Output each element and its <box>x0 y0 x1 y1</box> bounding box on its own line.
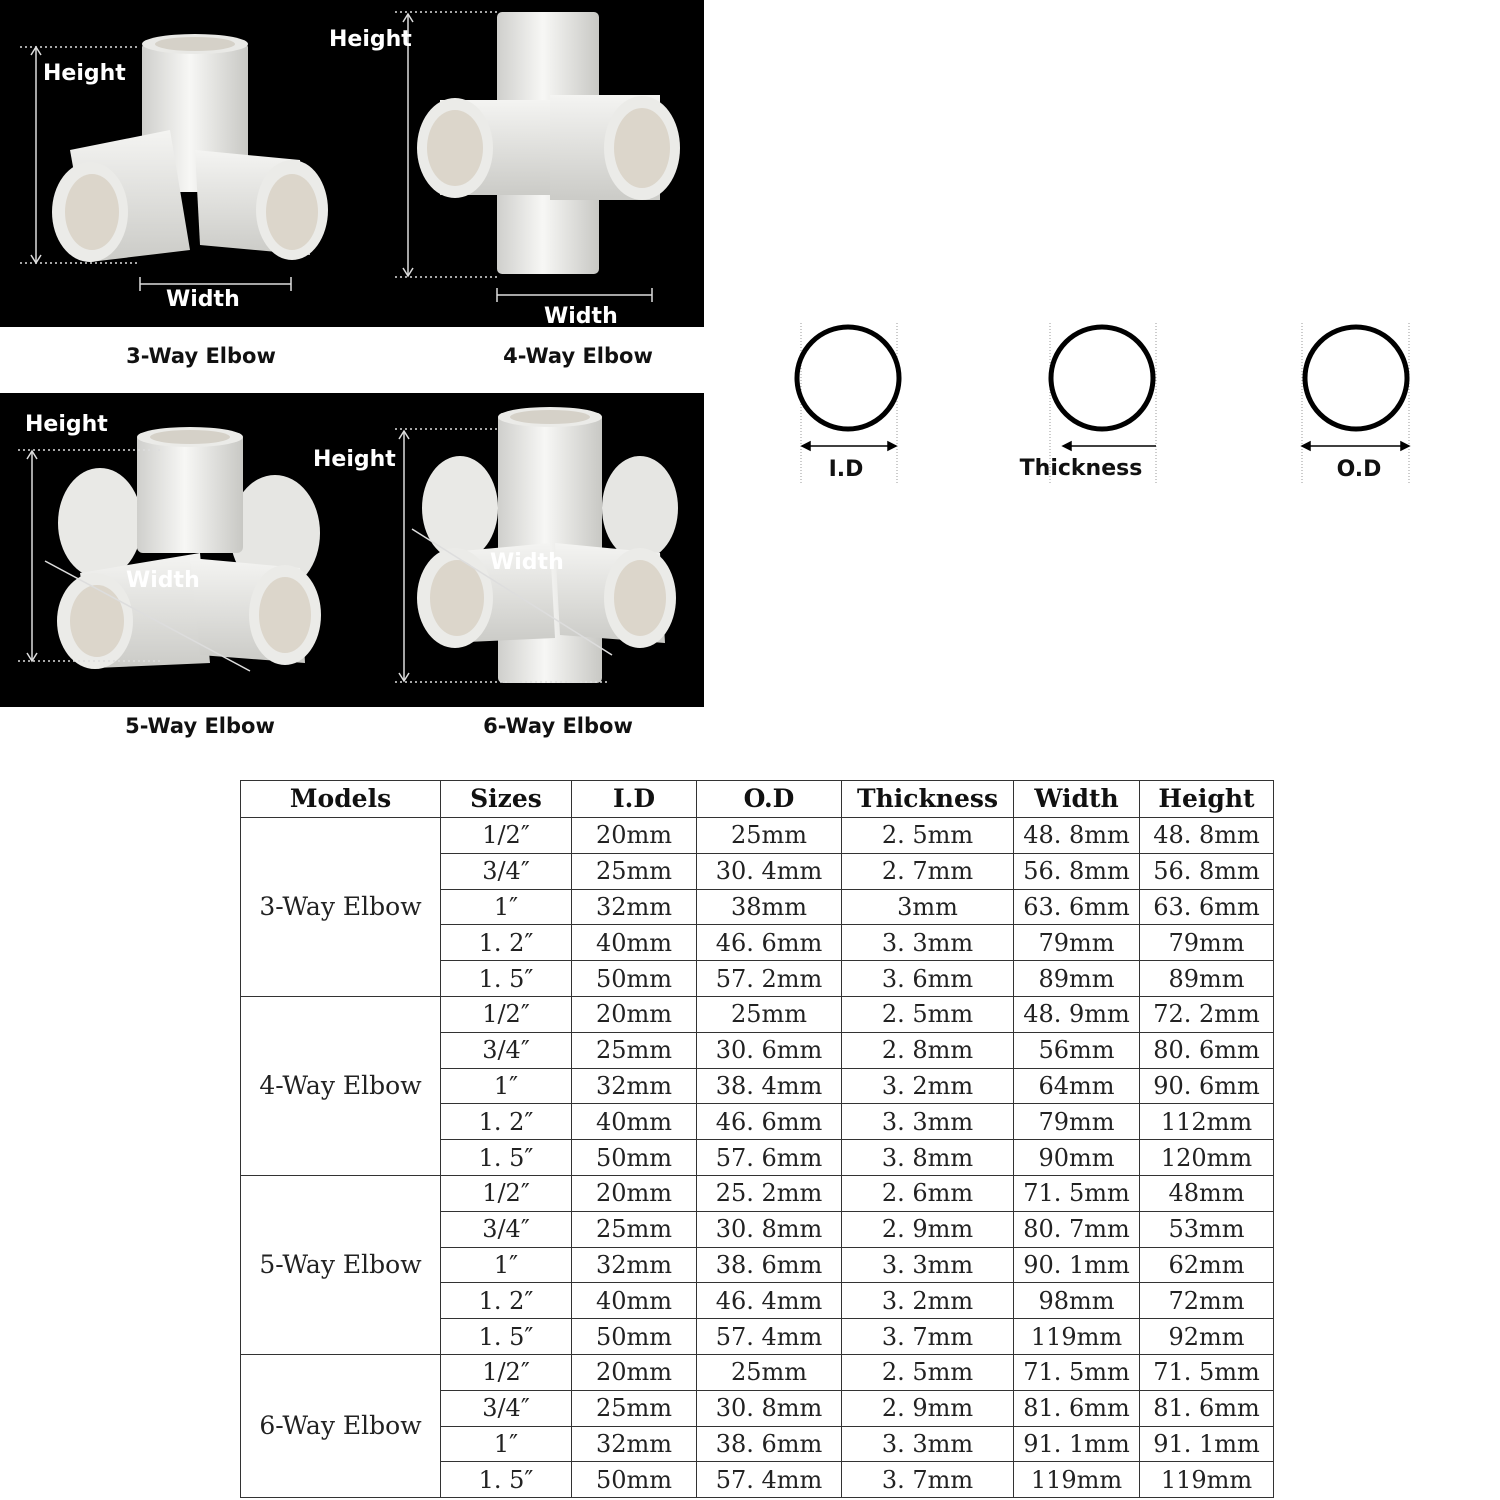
table-cell: 1/2″ <box>441 1175 572 1211</box>
column-header: Width <box>1014 781 1140 818</box>
table-cell: 57. 2mm <box>697 961 842 997</box>
width-label: Width <box>166 287 240 312</box>
table-cell: 48. 8mm <box>1140 818 1274 854</box>
table-row <box>241 996 1274 1032</box>
table-cell: 3. 6mm <box>842 961 1014 997</box>
table-cell: 48. 9mm <box>1014 996 1140 1032</box>
column-header: Height <box>1140 781 1274 818</box>
table-cell: 72mm <box>1140 1283 1274 1319</box>
table-cell: 3/4″ <box>441 853 572 889</box>
table-cell: 30. 8mm <box>697 1211 842 1247</box>
outer-diameter-ring <box>1305 327 1407 429</box>
table-cell: 1. 5″ <box>441 1462 572 1498</box>
table-cell: 50mm <box>572 1319 697 1355</box>
caption-3-way: 3-Way Elbow <box>126 344 276 368</box>
table-cell: 1. 2″ <box>441 925 572 961</box>
table-cell: 2. 9mm <box>842 1390 1014 1426</box>
six-way-elbow-image <box>417 407 678 683</box>
table-cell: 32mm <box>572 1247 697 1283</box>
table-cell: 3mm <box>842 889 1014 925</box>
model-cell: 4-Way Elbow <box>241 996 441 1175</box>
table-cell: 30. 6mm <box>697 1032 842 1068</box>
spec-table <box>240 780 1274 1498</box>
table-cell: 90mm <box>1014 1140 1140 1176</box>
table-cell: 72. 2mm <box>1140 996 1274 1032</box>
table-cell: 119mm <box>1140 1462 1274 1498</box>
table-cell: 38. 4mm <box>697 1068 842 1104</box>
table-cell: 2. 6mm <box>842 1175 1014 1211</box>
photo-panel-bottom <box>0 393 704 707</box>
height-label: Height <box>25 412 108 437</box>
table-cell: 3. 2mm <box>842 1283 1014 1319</box>
table-cell: 38. 6mm <box>697 1426 842 1462</box>
table-cell: 62mm <box>1140 1247 1274 1283</box>
table-cell: 80. 6mm <box>1140 1032 1274 1068</box>
table-cell: 1. 2″ <box>441 1283 572 1319</box>
table-cell: 81. 6mm <box>1140 1390 1274 1426</box>
table-cell: 2. 5mm <box>842 1354 1014 1390</box>
table-cell: 119mm <box>1014 1319 1140 1355</box>
table-cell: 30. 8mm <box>697 1390 842 1426</box>
table-cell: 1. 5″ <box>441 1319 572 1355</box>
table-cell: 89mm <box>1140 961 1274 997</box>
table-cell: 56mm <box>1014 1032 1140 1068</box>
table-cell: 1/2″ <box>441 818 572 854</box>
thickness-label: Thickness <box>1019 456 1143 481</box>
table-cell: 25mm <box>697 996 842 1032</box>
table-cell: 2. 7mm <box>842 853 1014 889</box>
table-cell: 25mm <box>572 1390 697 1426</box>
table-cell: 1. 2″ <box>441 1104 572 1140</box>
table-cell: 30. 4mm <box>697 853 842 889</box>
table-cell: 1″ <box>441 889 572 925</box>
table-cell: 25mm <box>697 1354 842 1390</box>
height-label: Height <box>329 27 412 52</box>
table-cell: 3. 3mm <box>842 1426 1014 1462</box>
table-cell: 63. 6mm <box>1014 889 1140 925</box>
table-cell: 1. 5″ <box>441 1140 572 1176</box>
table-cell: 25mm <box>572 1211 697 1247</box>
caption-4-way: 4-Way Elbow <box>503 344 653 368</box>
table-cell: 112mm <box>1140 1104 1274 1140</box>
table-cell: 3. 3mm <box>842 925 1014 961</box>
table-cell: 3. 2mm <box>842 1068 1014 1104</box>
table-cell: 3. 3mm <box>842 1104 1014 1140</box>
table-cell: 79mm <box>1140 925 1274 961</box>
table-cell: 32mm <box>572 1068 697 1104</box>
table-cell: 25. 2mm <box>697 1175 842 1211</box>
table-cell: 79mm <box>1014 925 1140 961</box>
table-cell: 50mm <box>572 961 697 997</box>
table-cell: 3/4″ <box>441 1032 572 1068</box>
outer-diameter-label: O.D <box>1336 457 1382 482</box>
table-cell: 1″ <box>441 1068 572 1104</box>
table-cell: 2. 8mm <box>842 1032 1014 1068</box>
column-header: Thickness <box>842 781 1014 818</box>
table-cell: 50mm <box>572 1462 697 1498</box>
width-label: Width <box>490 550 564 575</box>
table-cell: 1″ <box>441 1247 572 1283</box>
table-cell: 57. 4mm <box>697 1319 842 1355</box>
five-way-elbow-image <box>57 427 321 669</box>
table-row <box>241 1354 1274 1390</box>
table-cell: 64mm <box>1014 1068 1140 1104</box>
model-cell: 6-Way Elbow <box>241 1354 441 1497</box>
table-cell: 90. 6mm <box>1140 1068 1274 1104</box>
table-cell: 40mm <box>572 1104 697 1140</box>
table-row <box>241 1175 1274 1211</box>
table-cell: 32mm <box>572 1426 697 1462</box>
photo-panel-top <box>0 0 704 327</box>
height-label: Height <box>43 61 126 86</box>
table-header-row <box>241 781 1274 818</box>
model-cell: 5-Way Elbow <box>241 1175 441 1354</box>
table-cell: 38. 6mm <box>697 1247 842 1283</box>
table-cell: 71. 5mm <box>1014 1175 1140 1211</box>
table-cell: 1. 5″ <box>441 961 572 997</box>
table-cell: 3/4″ <box>441 1211 572 1247</box>
model-cell: 3-Way Elbow <box>241 818 441 997</box>
table-cell: 91. 1mm <box>1014 1426 1140 1462</box>
table-cell: 98mm <box>1014 1283 1140 1319</box>
table-cell: 20mm <box>572 996 697 1032</box>
table-cell: 20mm <box>572 1175 697 1211</box>
table-cell: 40mm <box>572 925 697 961</box>
four-way-elbow-image <box>417 12 680 274</box>
elbow-illustrations-bottom <box>0 393 704 707</box>
width-label: Width <box>126 568 200 593</box>
table-cell: 40mm <box>572 1283 697 1319</box>
table-cell: 2. 5mm <box>842 818 1014 854</box>
column-header: O.D <box>697 781 842 818</box>
table-cell: 80. 7mm <box>1014 1211 1140 1247</box>
table-cell: 1/2″ <box>441 1354 572 1390</box>
caption-5-way: 5-Way Elbow <box>125 714 275 738</box>
table-cell: 3. 7mm <box>842 1462 1014 1498</box>
table-cell: 32mm <box>572 889 697 925</box>
table-cell: 90. 1mm <box>1014 1247 1140 1283</box>
table-cell: 89mm <box>1014 961 1140 997</box>
column-header: Models <box>241 781 441 818</box>
table-cell: 3. 8mm <box>842 1140 1014 1176</box>
table-cell: 56. 8mm <box>1140 853 1274 889</box>
table-cell: 2. 5mm <box>842 996 1014 1032</box>
table-cell: 63. 6mm <box>1140 889 1274 925</box>
table-cell: 71. 5mm <box>1140 1354 1274 1390</box>
table-cell: 2. 9mm <box>842 1211 1014 1247</box>
column-header: I.D <box>572 781 697 818</box>
table-cell: 25mm <box>572 1032 697 1068</box>
width-label: Width <box>544 304 618 327</box>
table-cell: 119mm <box>1014 1462 1140 1498</box>
table-cell: 48. 8mm <box>1014 818 1140 854</box>
table-cell: 81. 6mm <box>1014 1390 1140 1426</box>
table-cell: 38mm <box>697 889 842 925</box>
table-cell: 92mm <box>1140 1319 1274 1355</box>
table-cell: 3. 3mm <box>842 1247 1014 1283</box>
table-cell: 46. 6mm <box>697 1104 842 1140</box>
table-cell: 20mm <box>572 1354 697 1390</box>
table-cell: 57. 4mm <box>697 1462 842 1498</box>
table-cell: 1/2″ <box>441 996 572 1032</box>
table-cell: 48mm <box>1140 1175 1274 1211</box>
table-cell: 57. 6mm <box>697 1140 842 1176</box>
table-cell: 46. 4mm <box>697 1283 842 1319</box>
table-cell: 71. 5mm <box>1014 1354 1140 1390</box>
thickness-ring <box>1051 327 1153 429</box>
table-cell: 46. 6mm <box>697 925 842 961</box>
table-cell: 79mm <box>1014 1104 1140 1140</box>
table-cell: 25mm <box>572 853 697 889</box>
table-cell: 3. 7mm <box>842 1319 1014 1355</box>
inner-diameter-ring <box>797 327 899 429</box>
table-cell: 1″ <box>441 1426 572 1462</box>
table-cell: 3/4″ <box>441 1390 572 1426</box>
height-label: Height <box>313 447 396 472</box>
caption-6-way: 6-Way Elbow <box>483 714 633 738</box>
table-row <box>241 818 1274 854</box>
table-cell: 56. 8mm <box>1014 853 1140 889</box>
table-body <box>241 818 1274 1498</box>
table-cell: 91. 1mm <box>1140 1426 1274 1462</box>
table-cell: 50mm <box>572 1140 697 1176</box>
inner-diameter-label: I.D <box>828 457 864 482</box>
table-cell: 25mm <box>697 818 842 854</box>
table-cell: 53mm <box>1140 1211 1274 1247</box>
table-cell: 120mm <box>1140 1140 1274 1176</box>
table-cell: 20mm <box>572 818 697 854</box>
column-header: Sizes <box>441 781 572 818</box>
